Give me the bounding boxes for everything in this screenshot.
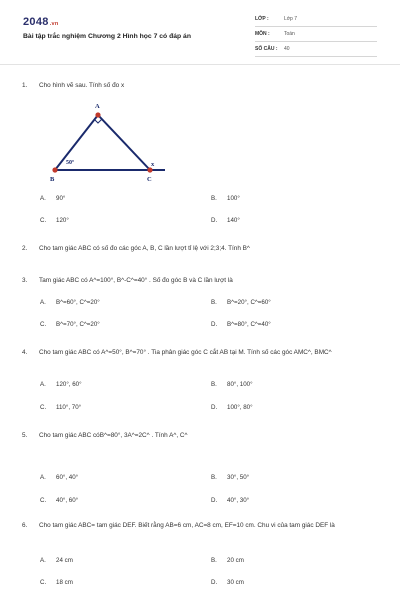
question-number: 4. [22,349,28,356]
meta-grade-row [255,14,377,27]
label-b: B [50,176,55,183]
worksheet-header [0,0,400,65]
site-logo[interactable] [23,16,59,28]
logo-domain: .vn [49,21,59,27]
point-c [147,167,152,172]
angle-label-b: 50º [66,160,74,166]
meta-count-value: 40 [284,46,290,52]
logo-main: 2048 [23,16,49,28]
segment-ac [98,115,150,170]
meta-count-label: SỐ CÂU : [255,46,278,52]
question-text: Cho tam giác ABC có số đo các góc A, B, C lần lượt tỉ lệ với 2;3;4. Tính B^ [39,245,250,252]
question-text: Tam giác ABC có A^=100°, B^-C^=40° . Số đo góc B và C lần lượt là [39,277,233,284]
right-angle-mark [94,119,102,123]
question-text: Cho tam giác ABC cóB^=80°, 3A^=2C^ . Tính A^, C^ [39,432,188,439]
meta-count-row [255,44,377,57]
segment-ab [55,115,98,170]
question-number: 2. [22,245,28,252]
worksheet-page: 2048.vn Bài tập trắc nghiệm Chương 2 Hình học 7 có đáp án LỚP : Lớp 7 MÔN : Toán SỐ CÂU : 40 1. Cho hình vẽ sau. Tính số đo x A B C x 50º A. 90° B. 100° C. 120° D. 140° 2. Cho tam giác ABC có số đo các góc A, B, C lần lượt tỉ lệ với 2;3;4. Tính B^ 3. Tam giác ABC có A^=100°, B^-C^=40° . Số đo góc B và C lần lượt là A. B^=60°, C^=20° B. B^=20°, C^=60° C. B^=70°, C^=20° D. B^=80°, C^=40° 4. Cho tam giác ABC có A^=50°, B^=70° . Tia phân giác góc C cắt AB tại M. Tính số các góc AMC^, BMC^ A. 120°, 60° B. 80°, 100° C. 110°, 70° D. 100°, 80° 5. Cho tam giác ABC cóB^=80°, 3A^=2C^ . Tính A^, C^ A. 60°, 40° B. 30°, 50° C. 40°, 60° D. 40°, 30° 6. Cho tam giác ABC= tam giác DEF. Biết rằng AB=6 cm, AC=8 cm, EF=10 cm. Chu vi của tam giác DEF là A. 24 cm B. 20 cm C. 18 cm D. 30 cm [0,0,400,600]
question-number: 6. [22,522,28,529]
meta-subject-row [255,29,377,42]
meta-subject-label: MÔN : [255,31,270,37]
document-title: Bài tập trắc nghiệm Chương 2 Hình học 7 có đáp án [23,33,191,40]
meta-subject-value: Toán [284,31,295,37]
question-text: Cho tam giác ABC= tam giác DEF. Biết rằng AB=6 cm, AC=8 cm, EF=10 cm. Chu vi của tam giác DEF là [39,522,335,529]
question-number: 1. [22,82,28,89]
question-number: 3. [22,277,28,284]
question-text: Cho hình vẽ sau. Tính số đo x [39,82,125,89]
meta-grade-value: Lớp 7 [284,16,298,22]
label-x: x [151,161,155,168]
point-a [95,112,100,117]
meta-grade-label: LỚP : [255,16,269,22]
label-a: A [95,103,100,110]
point-b [52,167,57,172]
label-c: C [147,176,152,183]
triangle-figure [45,97,175,187]
question-text: Cho tam giác ABC có A^=50°, B^=70° . Tia phân giác góc C cắt AB tại M. Tính số các góc AMC^, BMC^ [39,349,332,356]
question-number: 5. [22,432,28,439]
